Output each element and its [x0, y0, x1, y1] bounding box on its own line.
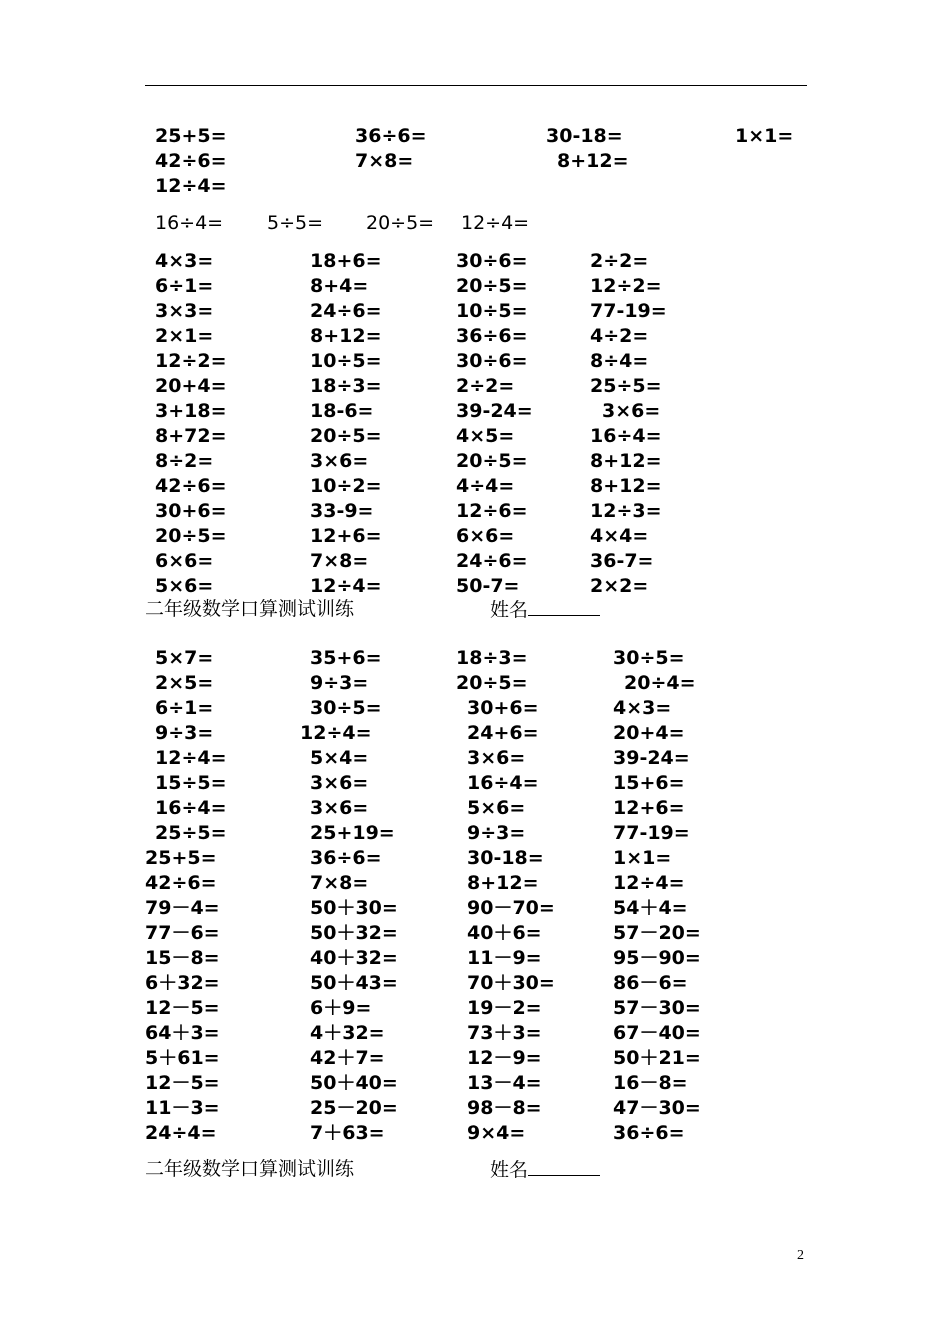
problem: 12÷4= [310, 575, 382, 597]
problem: 4×3= [613, 697, 672, 719]
problem-row [0, 574, 950, 599]
problem-row [0, 921, 950, 946]
problem: 12÷4= [155, 175, 227, 197]
problem: 9×4= [467, 1122, 526, 1144]
problem: 8+4= [310, 275, 369, 297]
problem: 36-7= [590, 550, 654, 572]
problem: 90－70= [467, 897, 555, 919]
problem-row [0, 896, 950, 921]
problem: 10÷5= [310, 350, 382, 372]
problem: 2÷2= [590, 250, 649, 272]
problem: 50＋32= [310, 922, 398, 944]
problem: 11－3= [145, 1097, 220, 1119]
problem: 10÷2= [310, 475, 382, 497]
problem: 12÷4= [461, 212, 530, 234]
problem: 57－30= [613, 997, 701, 1019]
problem: 98－8= [467, 1097, 542, 1119]
problem-row [0, 324, 950, 349]
problem: 20+4= [155, 375, 227, 397]
worksheet-title: 二年级数学口算测试训练 [145, 598, 355, 620]
problem: 9÷3= [155, 722, 214, 744]
problem: 18÷3= [310, 375, 382, 397]
problem-row [0, 971, 950, 996]
problem: 12÷3= [590, 500, 662, 522]
page-number: 2 [797, 1248, 804, 1263]
problem: 4×5= [456, 425, 515, 447]
problem: 18÷3= [456, 647, 528, 669]
problem: 16－8= [613, 1072, 688, 1094]
problem: 3×6= [467, 747, 526, 769]
problem: 16÷4= [155, 212, 224, 234]
problem: 6÷1= [155, 697, 214, 719]
problem: 79－4= [145, 897, 220, 919]
problem: 73＋3= [467, 1022, 542, 1044]
problem: 8+72= [155, 425, 227, 447]
problem: 77－6= [145, 922, 220, 944]
problem: 16÷4= [467, 772, 539, 794]
problem: 12－5= [145, 997, 220, 1019]
problem-row [0, 646, 950, 671]
problem: 42＋7= [310, 1047, 385, 1069]
name-label: 姓名 [490, 1159, 529, 1181]
problem: 8÷2= [155, 450, 214, 472]
header-rule [145, 85, 807, 86]
problem: 50-7= [456, 575, 520, 597]
problem: 20÷5= [456, 672, 528, 694]
problem: 50＋40= [310, 1072, 398, 1094]
problem: 30÷6= [456, 250, 528, 272]
problem-row [0, 299, 950, 324]
problem: 24÷6= [310, 300, 382, 322]
problem: 7＋63= [310, 1122, 385, 1144]
problem: 2×1= [155, 325, 214, 347]
problem-row [0, 1046, 950, 1071]
problem-row [0, 946, 950, 971]
problem: 1×1= [735, 125, 794, 147]
problem: 42÷6= [155, 150, 227, 172]
problem: 4×3= [155, 250, 214, 272]
problem-row [0, 996, 950, 1021]
problem: 2×2= [590, 575, 649, 597]
problem: 20÷5= [155, 525, 227, 547]
problem: 16÷4= [155, 797, 227, 819]
problem: 12÷2= [590, 275, 662, 297]
problem: 6＋32= [145, 972, 220, 994]
problem: 3×3= [155, 300, 214, 322]
problem: 3+18= [155, 400, 227, 422]
problem-row [0, 499, 950, 524]
problem: 15+6= [613, 772, 685, 794]
problem: 5×4= [310, 747, 369, 769]
problem: 10÷5= [456, 300, 528, 322]
problem: 18+6= [310, 250, 382, 272]
problem: 4×4= [590, 525, 649, 547]
problem-row [0, 821, 950, 846]
problem: 12+6= [613, 797, 685, 819]
problem: 12－9= [467, 1047, 542, 1069]
problem: 5×7= [155, 647, 214, 669]
problem: 57－20= [613, 922, 701, 944]
problem: 8+12= [590, 450, 662, 472]
problem: 36÷6= [613, 1122, 685, 1144]
problem: 8÷4= [590, 350, 649, 372]
problem: 11－9= [467, 947, 542, 969]
problem-row [0, 524, 950, 549]
problem-row [0, 124, 950, 149]
problem: 3×6= [602, 400, 661, 422]
problem: 35+6= [310, 647, 382, 669]
problem-row [0, 449, 950, 474]
problem: 16÷4= [590, 425, 662, 447]
problem: 39-24= [456, 400, 533, 422]
problem: 30÷5= [613, 647, 685, 669]
problem: 77-19= [590, 300, 667, 322]
problem: 95－90= [613, 947, 701, 969]
problem: 5×6= [467, 797, 526, 819]
problem: 25÷5= [155, 822, 227, 844]
problem: 67－40= [613, 1022, 701, 1044]
problem: 12÷2= [155, 350, 227, 372]
problem-row [0, 721, 950, 746]
problem: 42÷6= [155, 475, 227, 497]
problem: 6÷1= [155, 275, 214, 297]
problem: 39-24= [613, 747, 690, 769]
problem: 9÷3= [467, 822, 526, 844]
problem-row [0, 474, 950, 499]
problem: 1×1= [613, 847, 672, 869]
problem: 30-18= [467, 847, 544, 869]
problem: 5÷5= [267, 212, 324, 234]
problem: 25+5= [155, 125, 227, 147]
problem: 20÷5= [366, 212, 435, 234]
problem: 24+6= [467, 722, 539, 744]
name-field [490, 597, 600, 623]
problem: 12÷4= [613, 872, 685, 894]
problem: 36÷6= [355, 125, 427, 147]
problem: 86－6= [613, 972, 688, 994]
problem-row [0, 1096, 950, 1121]
problem: 7×8= [310, 550, 369, 572]
name-blank [528, 597, 600, 616]
problem: 40＋6= [467, 922, 542, 944]
problem: 8+12= [310, 325, 382, 347]
problem: 30+6= [467, 697, 539, 719]
problem-row [0, 249, 950, 274]
problem-row [0, 771, 950, 796]
problem: 30-18= [546, 125, 623, 147]
problem-row [0, 1071, 950, 1096]
problem: 9÷3= [310, 672, 369, 694]
problem-row [0, 374, 950, 399]
problem: 12÷4= [300, 722, 372, 744]
problem: 6×6= [155, 550, 214, 572]
problem: 13－4= [467, 1072, 542, 1094]
problem: 24÷6= [456, 550, 528, 572]
problem: 19－2= [467, 997, 542, 1019]
problem: 20÷5= [456, 275, 528, 297]
problem: 6×6= [456, 525, 515, 547]
problem: 47－30= [613, 1097, 701, 1119]
problem: 25+5= [145, 847, 217, 869]
problem-row [0, 696, 950, 721]
problem-row [0, 274, 950, 299]
problem: 50＋43= [310, 972, 398, 994]
problem: 64＋3= [145, 1022, 220, 1044]
problem: 50＋30= [310, 897, 398, 919]
problem-row [0, 349, 950, 374]
problem: 7×8= [355, 150, 414, 172]
problem: 36÷6= [310, 847, 382, 869]
problem: 12+6= [310, 525, 382, 547]
problem: 15÷5= [155, 772, 227, 794]
problem-row [0, 149, 950, 174]
problem: 8+12= [590, 475, 662, 497]
problem: 30+6= [155, 500, 227, 522]
problem-row [0, 399, 950, 424]
problem: 25+19= [310, 822, 395, 844]
problem: 18-6= [310, 400, 374, 422]
problem: 70＋30= [467, 972, 555, 994]
problem: 12÷4= [155, 747, 227, 769]
problem-row [0, 424, 950, 449]
problem: 8+12= [557, 150, 629, 172]
problem: 4÷2= [590, 325, 649, 347]
problem: 30÷6= [456, 350, 528, 372]
name-field [490, 1157, 600, 1183]
problem: 25÷5= [590, 375, 662, 397]
problem-row [0, 746, 950, 771]
problem-row [0, 671, 950, 696]
problem: 30÷5= [310, 697, 382, 719]
problem: 12÷6= [456, 500, 528, 522]
problem: 6＋9= [310, 997, 372, 1019]
problem-row [0, 174, 950, 199]
problem: 7×8= [310, 872, 369, 894]
problem: 33-9= [310, 500, 374, 522]
problem: 12－5= [145, 1072, 220, 1094]
problem: 42÷6= [145, 872, 217, 894]
problem: 36÷6= [456, 325, 528, 347]
problem-row [0, 549, 950, 574]
name-blank [528, 1157, 600, 1176]
problem: 20÷5= [456, 450, 528, 472]
problem-row [0, 871, 950, 896]
problem-row [0, 1121, 950, 1146]
problem: 54＋4= [613, 897, 688, 919]
problem: 3×6= [310, 450, 369, 472]
problem-row [0, 1021, 950, 1046]
problem: 77-19= [613, 822, 690, 844]
problem: 25－20= [310, 1097, 398, 1119]
problem: 50＋21= [613, 1047, 701, 1069]
problem: 4÷4= [456, 475, 515, 497]
problem: 20÷5= [310, 425, 382, 447]
problem: 5＋61= [145, 1047, 220, 1069]
problem-row [0, 846, 950, 871]
problem: 2÷2= [456, 375, 515, 397]
name-label: 姓名 [490, 599, 529, 621]
problem: 8+12= [467, 872, 539, 894]
problem-row [0, 796, 950, 821]
problem: 20÷4= [624, 672, 696, 694]
problem: 3×6= [310, 772, 369, 794]
problem: 2×5= [155, 672, 214, 694]
problem: 40＋32= [310, 947, 398, 969]
problem-row [0, 211, 950, 236]
problem: 4＋32= [310, 1022, 385, 1044]
problem: 15－8= [145, 947, 220, 969]
worksheet-title: 二年级数学口算测试训练 [145, 1158, 355, 1180]
problem: 20+4= [613, 722, 685, 744]
problem: 24÷4= [145, 1122, 217, 1144]
problem: 3×6= [310, 797, 369, 819]
problem: 5×6= [155, 575, 214, 597]
